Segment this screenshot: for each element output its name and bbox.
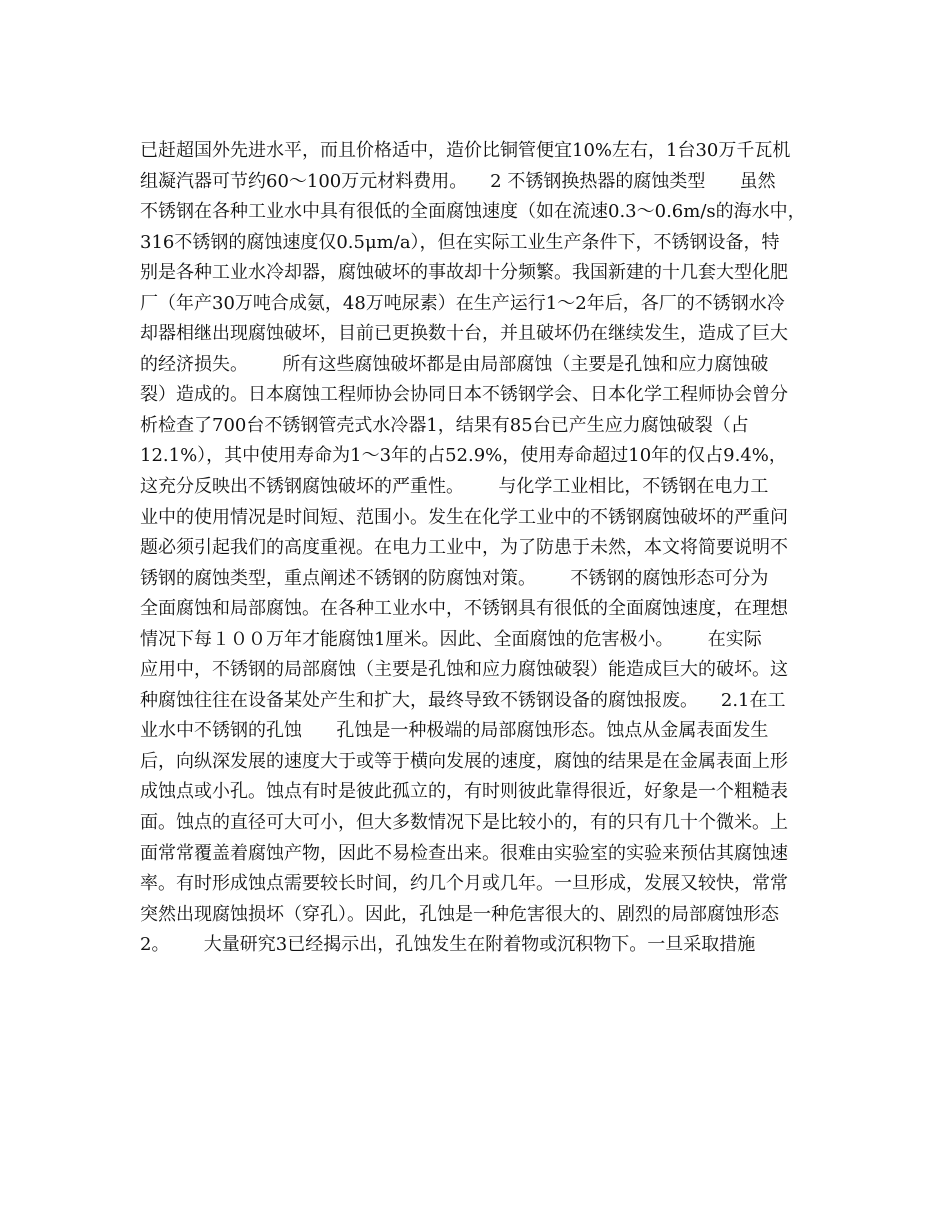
text-line: 全面腐蚀和局部腐蚀。在各种工业水中，不锈钢具有很低的全面腐蚀速度，在理想 <box>140 598 788 620</box>
text-line: 2。 大量研究3已经揭示出，孔蚀发生在附着物或沉积物下。一旦采取措施 <box>140 934 756 956</box>
text-line: 突然出现腐蚀损坏（穿孔）。因此，孔蚀是一种危害很大的、剧烈的局部腐蚀形态 <box>140 903 779 925</box>
text-line: 这充分反映出不锈钢腐蚀破坏的严重性。 与化学工业相比，不锈钢在电力工 <box>140 476 769 498</box>
text-line: 应用中，不锈钢的局部腐蚀（主要是孔蚀和应力腐蚀破裂）能造成巨大的破坏。这 <box>140 659 788 681</box>
text-line: 业中的使用情况是时间短、范围小。发生在化学工业中的不锈钢腐蚀破坏的严重问 <box>140 506 788 528</box>
text-line: 别是各种工业水冷却器，腐蚀破坏的事故却十分频繁。我国新建的十几套大型化肥 <box>140 262 788 284</box>
text-line: 业水中不锈钢的孔蚀 孔蚀是一种极端的局部腐蚀形态。蚀点从金属表面发生 <box>140 720 769 742</box>
text-line: 厂（年产30万吨合成氨，48万吨尿素）在生产运行1～2年后，各厂的不锈钢水冷 <box>140 292 785 314</box>
text-line: 析检查了700台不锈钢管壳式水冷器1，结果有85台已产生应力腐蚀破裂（占 <box>140 414 749 436</box>
text-line: 成蚀点或小孔。蚀点有时是彼此孤立的，有时则彼此靠得很近，好象是一个粗糙表 <box>140 781 788 803</box>
text-line: 不锈钢在各种工业水中具有很低的全面腐蚀速度（如在流速0.3～0.6m/s的海水中， <box>140 201 806 223</box>
text-line: 面常常覆盖着腐蚀产物，因此不易检查出来。很难由实验室的实验来预估其腐蚀速 <box>140 842 788 864</box>
text-line: 锈钢的腐蚀类型，重点阐述不锈钢的防腐蚀对策。 不锈钢的腐蚀形态可分为 <box>140 567 769 589</box>
body-text <box>140 136 812 961</box>
text-line: 率。有时形成蚀点需要较长时间，约几个月或几年。一旦形成，发展又较快，常常 <box>140 873 788 895</box>
text-line: 316不锈钢的腐蚀速度仅0.5μm/a），但在实际工业生产条件下，不锈钢设备，特 <box>140 231 780 253</box>
text-line: 情况下每１００万年才能腐蚀1厘米。因此、全面腐蚀的危害极小。 在实际 <box>140 628 762 650</box>
text-line: 12.1%），其中使用寿命为1～3年的占52.9%，使用寿命超过10年的仅占9.4%， <box>140 445 787 467</box>
text-line: 种腐蚀往往在设备某处产生和扩大，最终导致不锈钢设备的腐蚀报废。 2.1在工 <box>140 689 786 711</box>
text-line: 题必须引起我们的高度重视。在电力工业中，为了防患于未然，本文将简要说明不 <box>140 537 788 559</box>
text-line: 的经济损失。 所有这些腐蚀破坏都是由局部腐蚀（主要是孔蚀和应力腐蚀破 <box>140 353 769 375</box>
text-line: 却器相继出现腐蚀破坏，目前已更换数十台，并且破坏仍在继续发生，造成了巨大 <box>140 323 788 345</box>
text-line: 裂）造成的。日本腐蚀工程师协会协同日本不锈钢学会、日本化学工程师协会曾分 <box>140 384 788 406</box>
text-line: 已赶超国外先进水平，而且价格适中，造价比铜管便宜10%左右，1台30万千瓦机 <box>140 140 791 161</box>
text-line: 面。蚀点的直径可大可小，但大多数情况下是比较小的，有的只有几十个微米。上 <box>140 812 788 834</box>
text-line: 组凝汽器可节约60～100万元材料费用。 2 不锈钢换热器的腐蚀类型 虽然 <box>140 170 776 192</box>
text-line: 后，向纵深发展的速度大于或等于横向发展的速度，腐蚀的结果是在金属表面上形 <box>140 750 788 772</box>
